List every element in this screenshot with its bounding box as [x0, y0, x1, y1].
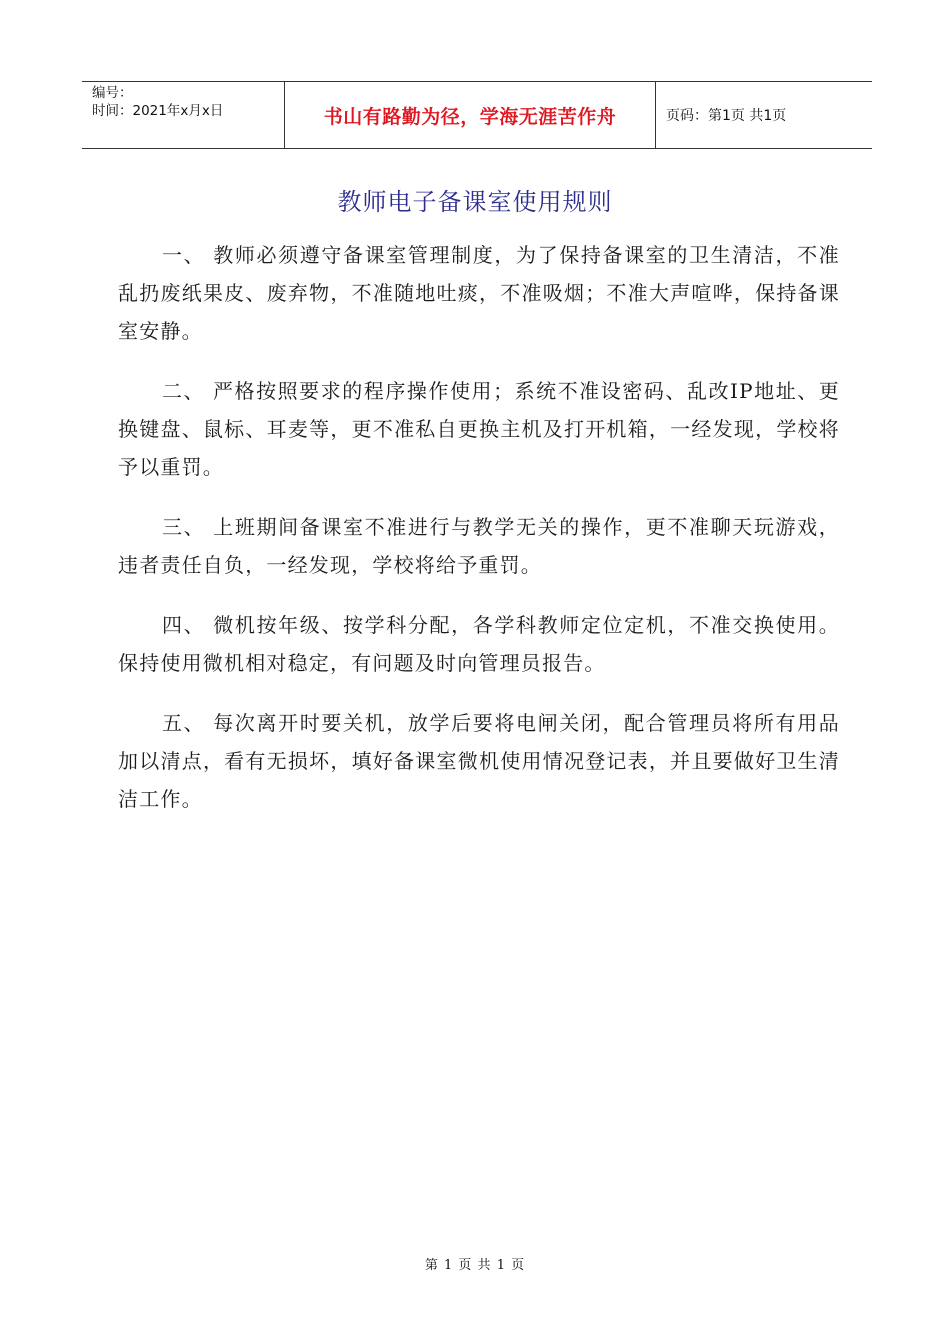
header-motto: 书山有路勤为径，学海无涯苦作舟 — [284, 82, 656, 148]
rule-paragraph-3: 三、 上班期间备课室不准进行与教学无关的操作，更不准聊天玩游戏，违者责任自负，一经发现，学校将给予重罚。 — [118, 515, 840, 577]
rule-paragraph-2: 二、 严格按照要求的程序操作使用；系统不准设密码、乱改IP地址、更换键盘、鼠标、耳麦等，更不准私自更换主机及打开机箱，一经发现，学校将予以重罚。 — [118, 379, 840, 479]
header-page-label: 页码：第1页 共1页 — [666, 108, 787, 124]
rule-paragraph-4: 四、 微机按年级、按学科分配，各学科教师定位定机，不准交换使用。保持使用微机相对稳定，有问题及时向管理员报告。 — [118, 613, 840, 675]
document-body — [118, 236, 840, 840]
rule-paragraph-5: 五、 每次离开时要关机，放学后要将电闸关闭，配合管理员将所有用品加以清点，看有无损坏，填好备课室微机使用情况登记表，并且要做好卫生清洁工作。 — [118, 711, 840, 811]
document-header — [82, 81, 872, 149]
rule-paragraph-1: 一、 教师必须遵守备课室管理制度，为了保持备课室的卫生清洁，不准乱扔废纸果皮、废弃物，不准随地吐痰，不准吸烟；不准大声喧哗，保持备课室安静。 — [118, 243, 840, 343]
document-title: 教师电子备课室使用规则 — [337, 188, 613, 216]
number-label: 编号： — [92, 85, 133, 101]
header-meta — [82, 82, 284, 148]
time-label: 时间：2021年x月x日 — [92, 103, 224, 119]
page-footer: 第 1 页 共 1 页 — [424, 1258, 526, 1273]
